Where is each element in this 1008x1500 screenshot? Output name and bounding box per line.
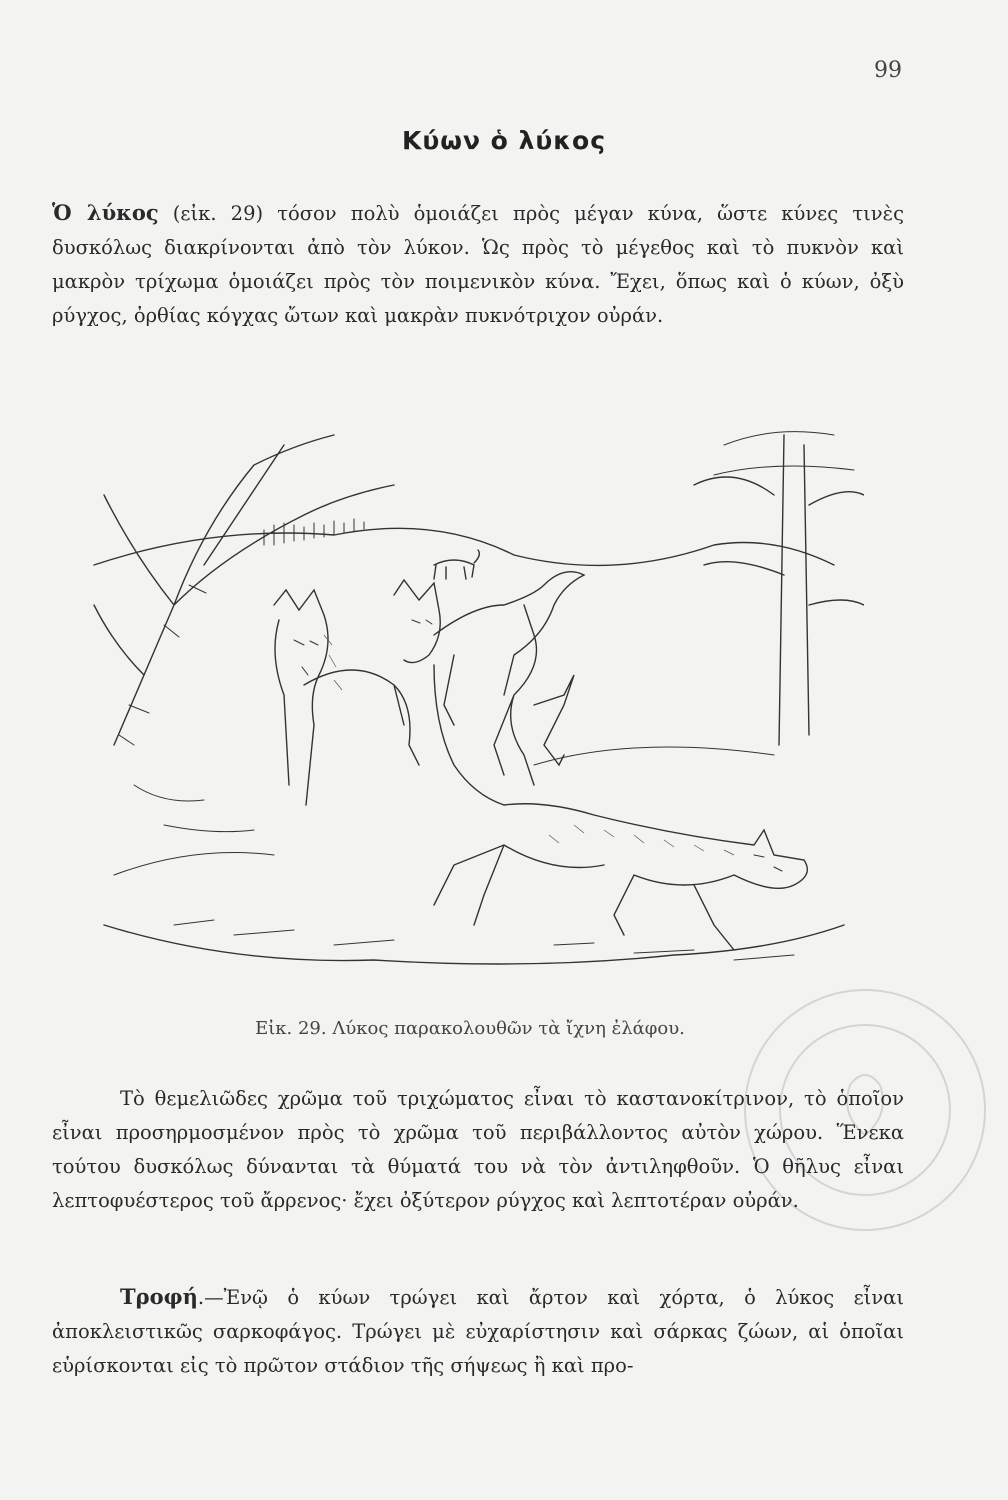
page-number: 99 <box>874 58 902 83</box>
wolves-engraving-illustration <box>74 405 864 1005</box>
figure-caption: Εἰκ. 29. Λύκος παρακολουθῶν τὰ ἴχνη ἐλάφου. <box>255 1018 685 1039</box>
paragraph-intro <box>52 196 904 333</box>
paragraph-food <box>52 1280 904 1383</box>
paragraph-lead-term: Ὁ λύκος <box>52 200 159 225</box>
paragraph-color <box>52 1082 904 1218</box>
paragraph-text: .—Ἐνῷ ὁ κύων τρώγει καὶ ἄρτον καὶ χόρτα, ὁ λύκος εἶναι ἀποκλειστικῶς σαρκοφάγος. Τρώγει μὲ εὐχαρίστησιν καὶ σάρκας ζώων, αἱ ὁποῖαι εὑρίσκονται εἰς τὸ πρῶτον στάδιον τῆς σήψεως ἢ καὶ προ- <box>52 1286 904 1377</box>
paragraph-text: (εἰκ. 29) τόσον πολὺ ὁμοιάζει πρὸς μέγαν κύνα, ὥστε κύνες τινὲς δυσκόλως διακρίνονται ἀπὸ τὸν λύκον. Ὡς πρὸς τὸ μέγεθος καὶ τὸ πυκνὸν καὶ μακρὸν τρίχωμα ὁμοιάζει πρὸς τὸν ποιμενικὸν κύνα. Ἔχει, ὅπως καὶ ὁ κύων, ὀξὺ ρύγχος, ὀρθίας κόγχας ὤτων καὶ μακρὰν πυκνότριχον οὐράν. <box>52 202 904 327</box>
page-title: Κύων ὁ λύκος <box>401 126 607 155</box>
paragraph-text: Τὸ θεμελιῶδες χρῶμα τοῦ τριχώματος εἶναι τὸ καστανοκίτρινον, τὸ ὁποῖον εἶναι προσηρμοσμένον πρὸς τὸ χρῶμα τοῦ περιβάλλοντος αὐτὸν χώρου. Ἕνεκα τούτου δυσκόλως δύνανται τὰ θύματά του νὰ τὸν ἀντιληφθοῦν. Ὁ θῆλυς εἶναι λεπτοφυέστερος τοῦ ἄρρενος· ἔχει ὀξύτερον ρύγχος καὶ λεπτοτέραν οὐράν. <box>52 1087 904 1212</box>
paragraph-lead-term: Τροφή <box>120 1284 198 1309</box>
